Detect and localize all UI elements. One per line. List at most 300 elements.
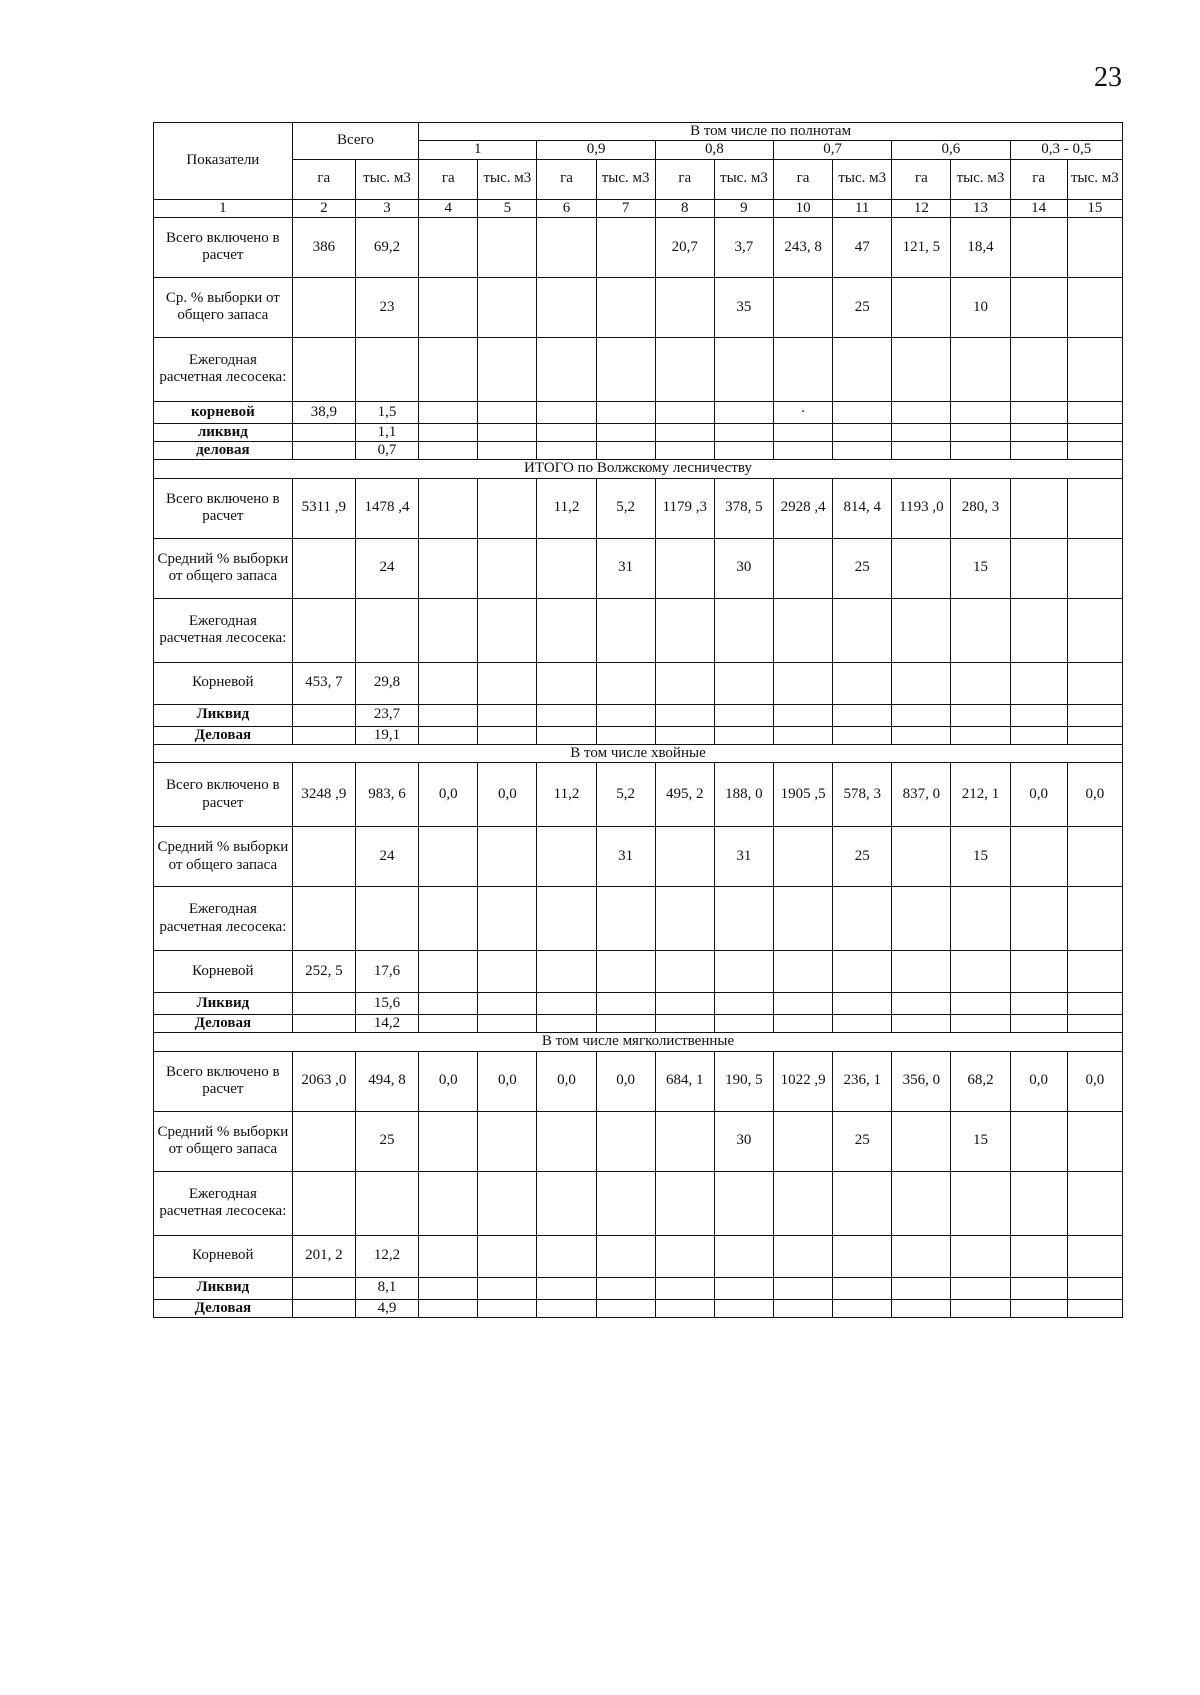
header-unit-ha: га xyxy=(1010,159,1067,199)
header-col-number: 2 xyxy=(292,199,355,217)
table-cell: 25 xyxy=(833,1111,892,1171)
table-cell: 121, 5 xyxy=(892,217,951,277)
table-cell xyxy=(655,442,714,460)
table-cell xyxy=(419,726,478,744)
row-label: Деловая xyxy=(154,726,293,744)
row-label: Ежегодная расчетная лесосека: xyxy=(154,598,293,662)
row-label: Средний % выборки от общего запаса xyxy=(154,538,293,598)
header-unit-ha: га xyxy=(655,159,714,199)
table-cell: 30 xyxy=(714,538,773,598)
table-cell xyxy=(1067,277,1122,337)
table-cell xyxy=(1067,704,1122,726)
table-cell xyxy=(596,662,655,704)
table-cell xyxy=(537,887,596,951)
table-cell xyxy=(292,1111,355,1171)
table-cell xyxy=(355,598,418,662)
row-label: Средний % выборки от общего запаса xyxy=(154,1111,293,1171)
header-col-number: 10 xyxy=(774,199,833,217)
table-cell xyxy=(833,401,892,423)
table-cell xyxy=(419,704,478,726)
table-cell xyxy=(596,401,655,423)
table-cell xyxy=(774,1235,833,1277)
table-cell: 280, 3 xyxy=(951,478,1010,538)
table-cell xyxy=(1010,1015,1067,1033)
table-cell xyxy=(892,401,951,423)
header-density-0-3-0-5: 0,3 - 0,5 xyxy=(1010,141,1122,159)
table-cell xyxy=(537,423,596,441)
table-cell xyxy=(1010,401,1067,423)
header-col-number: 12 xyxy=(892,199,951,217)
header-col-number: 4 xyxy=(419,199,478,217)
table-cell xyxy=(292,1299,355,1317)
table-cell xyxy=(596,337,655,401)
table-cell xyxy=(596,1299,655,1317)
table-cell: 24 xyxy=(355,538,418,598)
table-cell xyxy=(774,993,833,1015)
row-label: Деловая xyxy=(154,1015,293,1033)
table-cell xyxy=(419,1171,478,1235)
table-cell: 495, 2 xyxy=(655,763,714,827)
table-cell: 3248 ,9 xyxy=(292,763,355,827)
table-cell xyxy=(714,1235,773,1277)
table-cell xyxy=(892,1299,951,1317)
table-cell xyxy=(714,1171,773,1235)
table-cell: 1022 ,9 xyxy=(774,1051,833,1111)
table-cell xyxy=(537,1171,596,1235)
table-cell xyxy=(1010,951,1067,993)
table-row xyxy=(154,337,1123,401)
table-cell: 453, 7 xyxy=(292,662,355,704)
table-cell xyxy=(774,442,833,460)
table-cell xyxy=(892,951,951,993)
table-cell: 1193 ,0 xyxy=(892,478,951,538)
table-cell xyxy=(478,478,537,538)
table-cell xyxy=(714,993,773,1015)
table-cell xyxy=(951,1235,1010,1277)
table-cell xyxy=(292,423,355,441)
table-cell xyxy=(892,726,951,744)
table-cell xyxy=(951,993,1010,1015)
table-cell xyxy=(892,1015,951,1033)
table-cell xyxy=(892,1277,951,1299)
table-cell: 0,0 xyxy=(1067,1051,1122,1111)
header-col-number: 7 xyxy=(596,199,655,217)
table-cell xyxy=(833,1015,892,1033)
table-cell xyxy=(655,401,714,423)
table-cell xyxy=(774,1111,833,1171)
row-label: Всего включено в расчет xyxy=(154,478,293,538)
table-cell: 837, 0 xyxy=(892,763,951,827)
table-cell xyxy=(292,538,355,598)
table-cell: 243, 8 xyxy=(774,217,833,277)
table-cell: 983, 6 xyxy=(355,763,418,827)
table-cell xyxy=(355,887,418,951)
table-cell xyxy=(596,887,655,951)
table-cell xyxy=(478,423,537,441)
table-cell xyxy=(596,423,655,441)
table-cell xyxy=(714,726,773,744)
table-cell: 31 xyxy=(596,827,655,887)
table-cell xyxy=(951,598,1010,662)
table-cell: 5,2 xyxy=(596,763,655,827)
table-cell xyxy=(714,423,773,441)
table-cell xyxy=(655,1277,714,1299)
table-cell xyxy=(1067,887,1122,951)
table-cell: 15 xyxy=(951,538,1010,598)
table-cell: 15,6 xyxy=(355,993,418,1015)
table-cell: · xyxy=(774,401,833,423)
table-cell xyxy=(774,887,833,951)
table-cell xyxy=(478,827,537,887)
row-label: Ликвид xyxy=(154,704,293,726)
table-cell: 1478 ,4 xyxy=(355,478,418,538)
table-cell xyxy=(355,1171,418,1235)
table-cell xyxy=(419,598,478,662)
row-label: ликвид xyxy=(154,423,293,441)
table-cell xyxy=(655,1299,714,1317)
table-cell xyxy=(1010,538,1067,598)
header-unit-thous-m3: тыс. м3 xyxy=(833,159,892,199)
table-cell: 1179 ,3 xyxy=(655,478,714,538)
table-cell: 15 xyxy=(951,1111,1010,1171)
table-cell xyxy=(1010,726,1067,744)
table-cell xyxy=(774,827,833,887)
table-cell xyxy=(833,662,892,704)
table-cell: 578, 3 xyxy=(833,763,892,827)
table-cell xyxy=(714,951,773,993)
table-cell xyxy=(478,1277,537,1299)
table-row xyxy=(154,1111,1123,1171)
table-cell: 25 xyxy=(833,538,892,598)
table-cell xyxy=(1010,704,1067,726)
header-col-number: 1 xyxy=(154,199,293,217)
table-cell xyxy=(833,887,892,951)
table-cell xyxy=(1067,662,1122,704)
table-cell xyxy=(655,1111,714,1171)
table-cell xyxy=(419,478,478,538)
table-cell xyxy=(292,598,355,662)
table-cell xyxy=(478,951,537,993)
table-cell xyxy=(478,401,537,423)
table-cell: 0,0 xyxy=(1010,763,1067,827)
table-cell xyxy=(833,1235,892,1277)
table-row xyxy=(154,1171,1123,1235)
table-cell xyxy=(478,598,537,662)
table-cell xyxy=(774,277,833,337)
table-cell xyxy=(596,1277,655,1299)
header-col-number: 11 xyxy=(833,199,892,217)
table-cell xyxy=(419,887,478,951)
header-col-number: 9 xyxy=(714,199,773,217)
table-cell xyxy=(833,726,892,744)
row-label: Деловая xyxy=(154,1299,293,1317)
table-cell xyxy=(478,1299,537,1317)
header-indicators: Показатели xyxy=(154,123,293,200)
table-cell xyxy=(951,1171,1010,1235)
table-cell xyxy=(1067,442,1122,460)
table-cell: 0,0 xyxy=(478,1051,537,1111)
table-cell: 12,2 xyxy=(355,1235,418,1277)
table-cell xyxy=(596,442,655,460)
table-cell: 25 xyxy=(833,827,892,887)
table-cell: 31 xyxy=(714,827,773,887)
row-label: Корневой xyxy=(154,662,293,704)
table-cell xyxy=(419,1111,478,1171)
table-row xyxy=(154,442,1123,460)
forest-cutting-table xyxy=(153,122,1123,1318)
table-cell: 1905 ,5 xyxy=(774,763,833,827)
table-cell: 190, 5 xyxy=(714,1051,773,1111)
header-density-1: 1 xyxy=(419,141,537,159)
table-cell xyxy=(1067,423,1122,441)
table-cell: 4,9 xyxy=(355,1299,418,1317)
table-cell xyxy=(714,887,773,951)
table-cell xyxy=(655,887,714,951)
table-row xyxy=(154,704,1123,726)
table-cell xyxy=(292,704,355,726)
table-row xyxy=(154,887,1123,951)
table-cell xyxy=(892,598,951,662)
table-cell xyxy=(892,704,951,726)
table-cell xyxy=(355,337,418,401)
table-cell xyxy=(951,951,1010,993)
table-cell: 0,0 xyxy=(419,1051,478,1111)
table-cell: 18,4 xyxy=(951,217,1010,277)
row-label: Всего включено в расчет xyxy=(154,763,293,827)
table-cell: 814, 4 xyxy=(833,478,892,538)
table-cell: 23,7 xyxy=(355,704,418,726)
table-row xyxy=(154,217,1123,277)
table-cell: 0,0 xyxy=(1010,1051,1067,1111)
table-cell xyxy=(292,277,355,337)
table-cell xyxy=(537,217,596,277)
header-col-number: 6 xyxy=(537,199,596,217)
table-cell xyxy=(655,1015,714,1033)
table-row xyxy=(154,423,1123,441)
table-cell xyxy=(892,827,951,887)
header-unit-thous-m3: тыс. м3 xyxy=(1067,159,1122,199)
table-cell xyxy=(419,1235,478,1277)
table-cell xyxy=(714,1277,773,1299)
header-col-number: 8 xyxy=(655,199,714,217)
table-row xyxy=(154,1235,1123,1277)
table-cell xyxy=(478,887,537,951)
table-row xyxy=(154,1051,1123,1111)
table-cell: 11,2 xyxy=(537,478,596,538)
table-cell xyxy=(714,704,773,726)
table-cell xyxy=(1067,538,1122,598)
table-cell xyxy=(478,993,537,1015)
table-row xyxy=(154,598,1123,662)
table-cell xyxy=(892,1235,951,1277)
table-row xyxy=(154,538,1123,598)
table-cell xyxy=(714,1299,773,1317)
table-cell xyxy=(833,993,892,1015)
table-cell xyxy=(292,993,355,1015)
table-cell xyxy=(892,993,951,1015)
table-cell xyxy=(892,1111,951,1171)
table-cell xyxy=(419,662,478,704)
table-cell xyxy=(419,1015,478,1033)
table-cell xyxy=(596,951,655,993)
header-total: Всего xyxy=(292,123,418,160)
table-cell: 38,9 xyxy=(292,401,355,423)
header-density-0-7: 0,7 xyxy=(774,141,892,159)
section-title: ИТОГО по Волжскому лесничеству xyxy=(154,460,1123,478)
table-cell xyxy=(655,1235,714,1277)
row-label: Всего включено в расчет xyxy=(154,217,293,277)
table-cell: 356, 0 xyxy=(892,1051,951,1111)
table-cell xyxy=(892,277,951,337)
table-row xyxy=(154,662,1123,704)
row-label: Ликвид xyxy=(154,1277,293,1299)
table-cell: 494, 8 xyxy=(355,1051,418,1111)
section-title: В том числе мягколиственные xyxy=(154,1033,1123,1051)
header-unit-thous-m3: тыс. м3 xyxy=(355,159,418,199)
table-cell: 15 xyxy=(951,827,1010,887)
table-cell xyxy=(833,1277,892,1299)
table-cell xyxy=(1010,827,1067,887)
table-cell xyxy=(833,598,892,662)
table-cell: 17,6 xyxy=(355,951,418,993)
table-cell xyxy=(537,1015,596,1033)
table-cell xyxy=(1067,337,1122,401)
table-cell xyxy=(419,538,478,598)
table-cell xyxy=(774,662,833,704)
table-cell xyxy=(1067,1299,1122,1317)
table-cell xyxy=(419,423,478,441)
table-cell: 25 xyxy=(355,1111,418,1171)
table-cell xyxy=(714,401,773,423)
table-cell: 14,2 xyxy=(355,1015,418,1033)
table-cell: 31 xyxy=(596,538,655,598)
table-cell xyxy=(655,726,714,744)
table-cell xyxy=(537,704,596,726)
table-cell xyxy=(478,1015,537,1033)
table-row xyxy=(154,1015,1123,1033)
table-cell xyxy=(774,1299,833,1317)
table-cell xyxy=(774,704,833,726)
table-row xyxy=(154,827,1123,887)
table-cell xyxy=(1010,423,1067,441)
table-cell xyxy=(478,1235,537,1277)
table-cell xyxy=(892,662,951,704)
table-cell xyxy=(1010,662,1067,704)
table-cell xyxy=(596,598,655,662)
row-label: Всего включено в расчет xyxy=(154,1051,293,1111)
table-cell: 25 xyxy=(833,277,892,337)
header-unit-ha: га xyxy=(419,159,478,199)
table-cell xyxy=(478,217,537,277)
table-cell: 0,0 xyxy=(537,1051,596,1111)
table-cell: 8,1 xyxy=(355,1277,418,1299)
table-cell: 10 xyxy=(951,277,1010,337)
table-cell xyxy=(537,337,596,401)
table-cell xyxy=(478,1171,537,1235)
table-cell xyxy=(419,993,478,1015)
table-row xyxy=(154,993,1123,1015)
header-unit-thous-m3: тыс. м3 xyxy=(951,159,1010,199)
table-cell: 2928 ,4 xyxy=(774,478,833,538)
header-unit-ha: га xyxy=(892,159,951,199)
table-cell xyxy=(714,337,773,401)
table-cell xyxy=(419,337,478,401)
table-cell xyxy=(478,726,537,744)
table-cell xyxy=(537,951,596,993)
table-cell xyxy=(892,1171,951,1235)
header-unit-ha: га xyxy=(774,159,833,199)
table-cell xyxy=(655,538,714,598)
row-label: Ежегодная расчетная лесосека: xyxy=(154,337,293,401)
table-cell xyxy=(714,662,773,704)
table-cell xyxy=(1067,1015,1122,1033)
table-cell xyxy=(1010,277,1067,337)
table-cell xyxy=(774,1277,833,1299)
table-cell xyxy=(1010,1299,1067,1317)
table-cell: 0,0 xyxy=(478,763,537,827)
table-cell xyxy=(537,1111,596,1171)
table-cell xyxy=(537,726,596,744)
table-cell xyxy=(833,442,892,460)
row-label: Корневой xyxy=(154,951,293,993)
table-cell xyxy=(292,827,355,887)
table-cell xyxy=(1067,1235,1122,1277)
table-cell xyxy=(419,217,478,277)
table-cell xyxy=(596,1235,655,1277)
table-cell xyxy=(419,442,478,460)
table-cell xyxy=(292,1015,355,1033)
table-cell xyxy=(537,277,596,337)
table-cell xyxy=(833,337,892,401)
table-cell xyxy=(1067,217,1122,277)
table-row xyxy=(154,951,1123,993)
table-cell xyxy=(714,1015,773,1033)
table-cell: 684, 1 xyxy=(655,1051,714,1111)
table-cell xyxy=(537,993,596,1015)
table-cell: 19,1 xyxy=(355,726,418,744)
table-cell xyxy=(537,1299,596,1317)
table-row xyxy=(154,726,1123,744)
table-cell xyxy=(478,442,537,460)
table-cell xyxy=(478,538,537,598)
table-cell xyxy=(951,726,1010,744)
table-cell xyxy=(833,423,892,441)
header-unit-thous-m3: тыс. м3 xyxy=(478,159,537,199)
table-cell xyxy=(655,993,714,1015)
table-cell: 386 xyxy=(292,217,355,277)
table-cell xyxy=(596,277,655,337)
row-label: Ликвид xyxy=(154,993,293,1015)
table-cell xyxy=(596,726,655,744)
table-cell xyxy=(1067,1111,1122,1171)
table-cell xyxy=(833,1299,892,1317)
table-cell xyxy=(833,1171,892,1235)
table-cell xyxy=(537,662,596,704)
header-unit-thous-m3: тыс. м3 xyxy=(596,159,655,199)
table-cell: 0,0 xyxy=(596,1051,655,1111)
table-cell xyxy=(1010,887,1067,951)
table-cell xyxy=(1010,337,1067,401)
table-cell xyxy=(951,401,1010,423)
table-cell xyxy=(478,1111,537,1171)
table-cell: 252, 5 xyxy=(292,951,355,993)
table-cell xyxy=(292,887,355,951)
row-label: Ежегодная расчетная лесосека: xyxy=(154,887,293,951)
header-col-number: 5 xyxy=(478,199,537,217)
table-cell xyxy=(1010,1235,1067,1277)
table-cell xyxy=(774,598,833,662)
table-cell xyxy=(419,951,478,993)
